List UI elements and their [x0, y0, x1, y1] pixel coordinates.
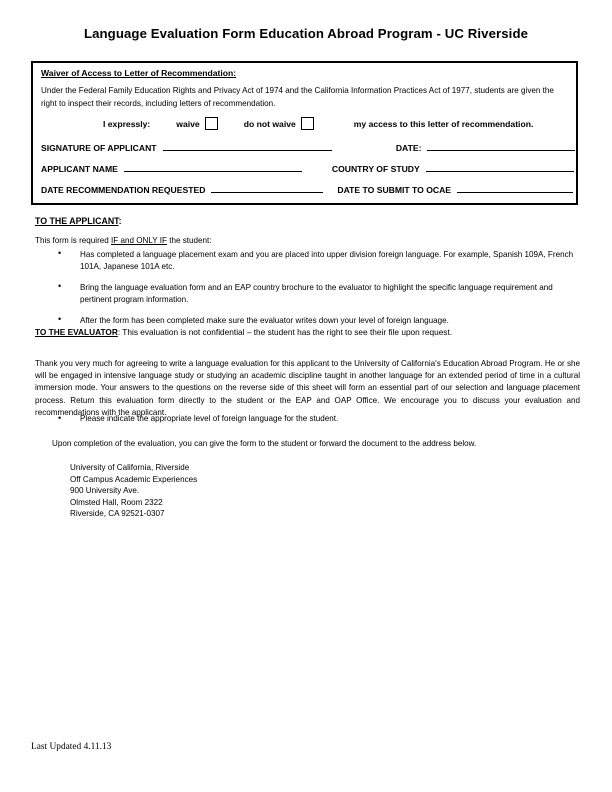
- applicant-name-row: [41, 164, 575, 174]
- waiver-heading-text: Waiver of Access to Letter of Recommendation: [41, 68, 234, 78]
- page-title: Language Evaluation Form Education Abroad Program - UC Riverside: [83, 26, 529, 41]
- address-line: Off Campus Academic Experiences: [70, 474, 198, 484]
- dates-row: [41, 185, 575, 195]
- address-line: Olmsted Hall, Room 2322: [70, 497, 163, 507]
- required-prefix: This form is required: [35, 236, 112, 245]
- required-emphasis: IF and ONLY IF: [111, 236, 167, 245]
- required-if-line: [35, 236, 212, 245]
- date-submit-input[interactable]: [457, 192, 573, 193]
- do-not-waive-checkbox[interactable]: [301, 117, 314, 130]
- thank-you-paragraph: Thank you very much for agreeing to write a language evaluation for this applicant to the University of California's Education Abroad Program. He or she will be engaged in intensive language study or studying an academic discipline taught in another language for an extended period of time in a cultural immersion mode. Your answers to the questions on the reverse side of this sheet will form an essential part of our selection and language placement process. Return this evaluation form directly to the student or the EAP and OAP Office. We encourage you to discuss your evaluation and recommendations with the applicant.: [35, 359, 580, 417]
- date-input[interactable]: [427, 150, 575, 151]
- country-of-study-input[interactable]: [426, 171, 574, 172]
- signature-label: SIGNATURE OF APPLICANT: [41, 143, 157, 153]
- applicant-name-label: APPLICANT NAME: [41, 164, 118, 174]
- evaluator-heading-text: TO THE EVALUATOR: [35, 327, 118, 337]
- waiver-choice-tail: my access to this letter of recommendation.: [353, 118, 534, 129]
- required-suffix: the student:: [166, 236, 212, 245]
- waive-checkbox[interactable]: [205, 117, 218, 130]
- list-item: • Has completed a language placement exam and you are placed into upper division foreign language. For example, Spanish 109A, French 101A, Japanese 101A etc.: [56, 249, 578, 272]
- address-line: Riverside, CA 92521-0307: [70, 509, 165, 519]
- waiver-body-text: Under the Federal Family Education Rights and Privacy Act of 1974 and the California Information Practices Act of 1977, students are given the right to inspect their records, including letters of recommendation.: [41, 86, 554, 108]
- list-item: • Bring the language evaluation form and an EAP country brochure to the evaluator to highlight the specific language requirement and pertinent program information.: [56, 282, 578, 305]
- waiver-heading: [41, 68, 236, 78]
- address-line: University of California, Riverside: [70, 463, 190, 472]
- address-line: 900 University Ave.: [70, 486, 140, 496]
- waiver-heading-colon: :: [233, 68, 237, 78]
- last-updated-footer: Last Updated 4.11.13: [31, 742, 112, 752]
- applicant-section-heading-colon: :: [118, 216, 122, 226]
- waiver-box: [31, 61, 578, 205]
- evaluator-heading-rest: : This evaluation is not confidential – the student has the right to see their file upon request.: [117, 327, 453, 337]
- upon-completion-line: Upon completion of the evaluation, you can give the form to the student or forward the document to the address below.: [52, 439, 477, 448]
- expressly-label: I expressly:: [103, 118, 151, 129]
- date-label: DATE:: [395, 143, 422, 153]
- mailing-address-block: [70, 462, 197, 520]
- date-requested-label: DATE RECOMMENDATION REQUESTED: [41, 185, 206, 195]
- date-requested-input[interactable]: [211, 192, 323, 193]
- waive-label: waive: [176, 118, 200, 129]
- waiver-choice-row: [41, 117, 571, 130]
- applicant-name-input[interactable]: [124, 171, 302, 172]
- list-item: • After the form has been completed make sure the evaluator writes down your level of foreign language.: [56, 315, 578, 327]
- indicate-level-bullet: • Please indicate the appropriate level of foreign language for the student.: [56, 414, 580, 423]
- applicant-bullet-list: [56, 249, 578, 337]
- evaluator-section-heading: [35, 327, 580, 337]
- applicant-section-heading-text: TO THE APPLICANT: [35, 216, 119, 226]
- do-not-waive-label: do not waive: [243, 118, 296, 129]
- date-submit-label: DATE TO SUBMIT TO OCAE: [337, 185, 452, 195]
- signature-row: [41, 143, 575, 153]
- country-of-study-label: COUNTRY OF STUDY: [331, 164, 420, 174]
- signature-input[interactable]: [163, 150, 332, 151]
- applicant-section-heading: [35, 216, 122, 226]
